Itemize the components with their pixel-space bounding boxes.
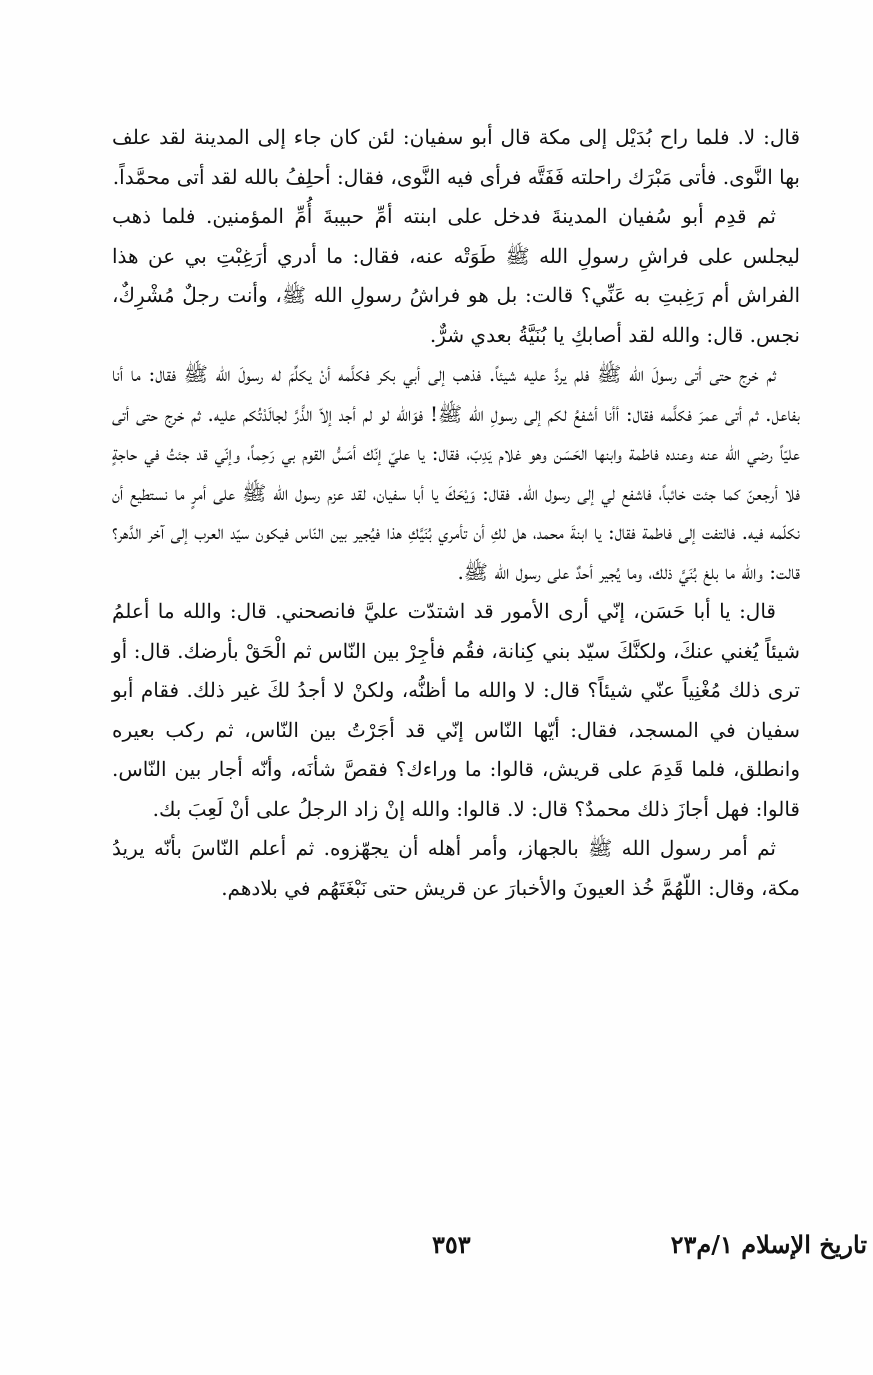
page-body: [112, 118, 800, 908]
paragraph-2: ثم قدِم أبو سُفيان المدينةَ فدخل على ابنته أمِّ حبيبةَ أُمِّ المؤمنين. فلما ذهب ليجلس على فراشِ رسولِ الله ﷺ طَوَتْه عنه، فقال: ما أدري أرَغِبْتِ بي عن هذا الفراش أم رَغِبتِ به عَنِّي؟ قالت: بل هو فراشُ رسولِ الله ﷺ، وأنت رجلٌ مُشْرِكٌ، نجس. قال: والله لقد أصابكِ يا بُنَيَّةُ بعدي شرٌّ.: [112, 204, 800, 347]
paragraph-3: ثم خرج حتى أتى رسولَ الله ﷺ فلم يردَّ عليه شيئاً. فذهب إلى أبي بكر فكلَّمه أنْ يكلِّمَ له رسولَ الله ﷺ فقال: ما أنا بفاعل. ثم أتى عمرَ فكلَّمه فقال: أأنا أشفعُ لكم إلى رسولِ الله ﷺ! فوَالله لو لم أجد إلاّ الذَّرَّ لجالَدْتُكم عليه. ثم خرج حتى أتى عليّاً رضي الله عنه وعنده فاطمة وابنها الحَسَن وهو غلام يَدِبّ، فقال: يا عليّ إنّك أمَسُّ القوم بي رَحِماً، وإنّي قد جئتُ في حاجةٍ فلا أرجعنّ كما جئت خائباً، فاشفع لي إلى رسول الله. فقال: وَيْحَكَ يا أبا سفيان، لقد عزم رسول الله ﷺ على أمرٍ ما نستطيع أن نكلّمه فيه. فالتفت إلى فاطمة فقال: يا ابنةَ محمد، هل لكِ أن تأمري بُنَيَّكِ هذا فيُجير بين النّاس فيكون سيّد العرب إلى آخر الدَّهر؟ قالت: والله ما بلغ بُنَيَّ ذلك، وما يُجير أحدٌ على رسول الله ﷺ.: [112, 362, 800, 584]
paragraph-1: قال: لا. فلما راح بُدَيْل إلى مكة قال أبو سفيان: لئن كان جاء إلى المدينة لقد علف بها النَّوى. فأتى مَبْرَك راحلته فَفَتَّه فرأى فيه النَّوى، فقال: أحلِفُ بالله لقد أتى محمَّداً.: [112, 125, 800, 189]
page-footer: [112, 1230, 867, 1270]
page-number: ٣٥٣: [432, 1230, 471, 1259]
paragraph-4: قال: يا أبا حَسَن، إنّي أرى الأمور قد اشتدّت عليَّ فانصحني. قال: والله ما أعلمُ شيئاً يُغني عنكَ، ولكنَّكَ سيّد بني كِنانة، فقُم فأجِرْ بين النّاس ثم الْحَقْ بأرضك. قال: أو ترى ذلك مُغْنِياً عنّي شيئاً؟ قال: لا والله ما أظنُّه، ولكنْ لا أجدُ لكَ غير ذلك. فقام أبو سفيان في المسجد، فقال: أيّها النّاس إنّي قد أجَرْتُ بين النّاس، ثم ركب بعيره وانطلق، فلما قَدِمَ على قريش، قالوا: ما وراءك؟ فقصَّ شأنَه، وأنّه أجار بين النّاس. قالوا: فهل أجازَ ذلك محمدٌ؟ قال: لا. قالوا: والله إنْ زاد الرجلُ على أنْ لَعِبَ بك.: [112, 599, 800, 821]
paragraph-5: ثم أمر رسول الله ﷺ بالجهاز، وأمر أهله أن يجهّزوه. ثم أعلم النّاسَ بأنّه يريدُ مكة، وقال: اللّهُمَّ خُذ العيونَ والأخبارَ عن قريش حتى نَبْغَتَهُم في بلادهم.: [112, 836, 800, 900]
book-reference: تاريخ الإسلام ١/م٢٣: [670, 1230, 867, 1259]
